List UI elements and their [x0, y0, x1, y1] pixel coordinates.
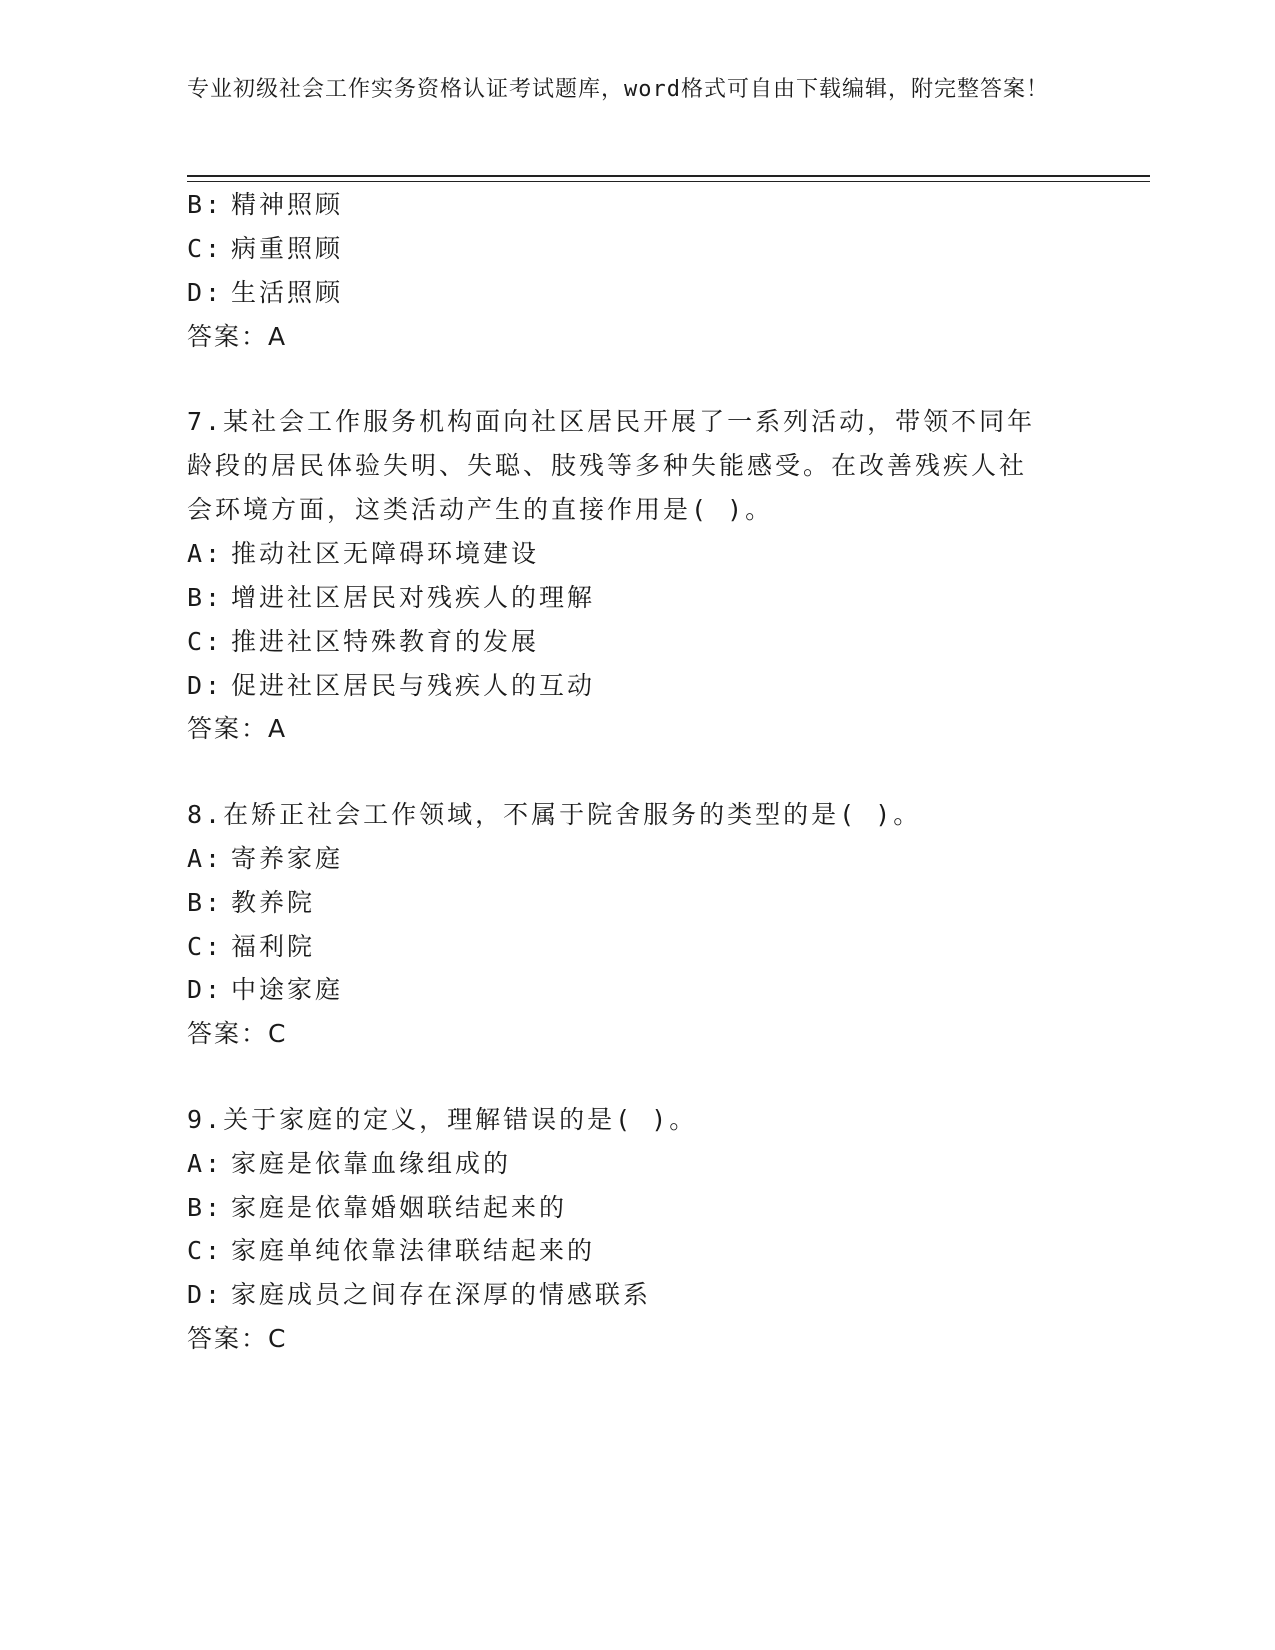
header-divider — [187, 175, 1150, 177]
option-d: D: 家庭成员之间存在深厚的情感联系 — [187, 1280, 652, 1309]
option-b: B: 精神照顾 — [187, 190, 344, 219]
question-stem: 8.在矫正社会工作领域，不属于院舍服务的类型的是( )。 — [187, 800, 922, 829]
option-a: A: 寄养家庭 — [187, 844, 344, 873]
option-d: D: 中途家庭 — [187, 975, 344, 1004]
option-b: B: 增进社区居民对残疾人的理解 — [187, 583, 596, 612]
answer: 答案：A — [187, 714, 288, 743]
answer: 答案：C — [187, 1019, 288, 1048]
question-stem: 龄段的居民体验失明、失聪、肢残等多种失能感受。在改善残疾人社 — [187, 451, 1028, 480]
question-stem: 9.关于家庭的定义，理解错误的是( )。 — [187, 1105, 698, 1134]
option-d: D: 生活照顾 — [187, 278, 344, 307]
option-b: B: 教养院 — [187, 888, 316, 917]
page-header: 专业初级社会工作实务资格认证考试题库，word格式可自由下载编辑，附完整答案！ — [187, 77, 1049, 102]
header-divider-thin — [187, 181, 1150, 182]
option-c: C: 推进社区特殊教育的发展 — [187, 627, 540, 656]
answer: 答案：A — [187, 322, 288, 351]
option-a: A: 家庭是依靠血缘组成的 — [187, 1149, 512, 1178]
question-stem: 7.某社会工作服务机构面向社区居民开展了一系列活动，带领不同年 — [187, 407, 1036, 436]
option-a: A: 推动社区无障碍环境建设 — [187, 539, 540, 568]
answer: 答案：C — [187, 1324, 288, 1353]
option-c: C: 家庭单纯依靠法律联结起来的 — [187, 1236, 596, 1265]
option-c: C: 病重照顾 — [187, 234, 344, 263]
option-b: B: 家庭是依靠婚姻联结起来的 — [187, 1193, 568, 1222]
option-c: C: 福利院 — [187, 932, 316, 961]
option-d: D: 促进社区居民与残疾人的互动 — [187, 671, 596, 700]
question-stem: 会环境方面，这类活动产生的直接作用是( )。 — [187, 495, 774, 524]
